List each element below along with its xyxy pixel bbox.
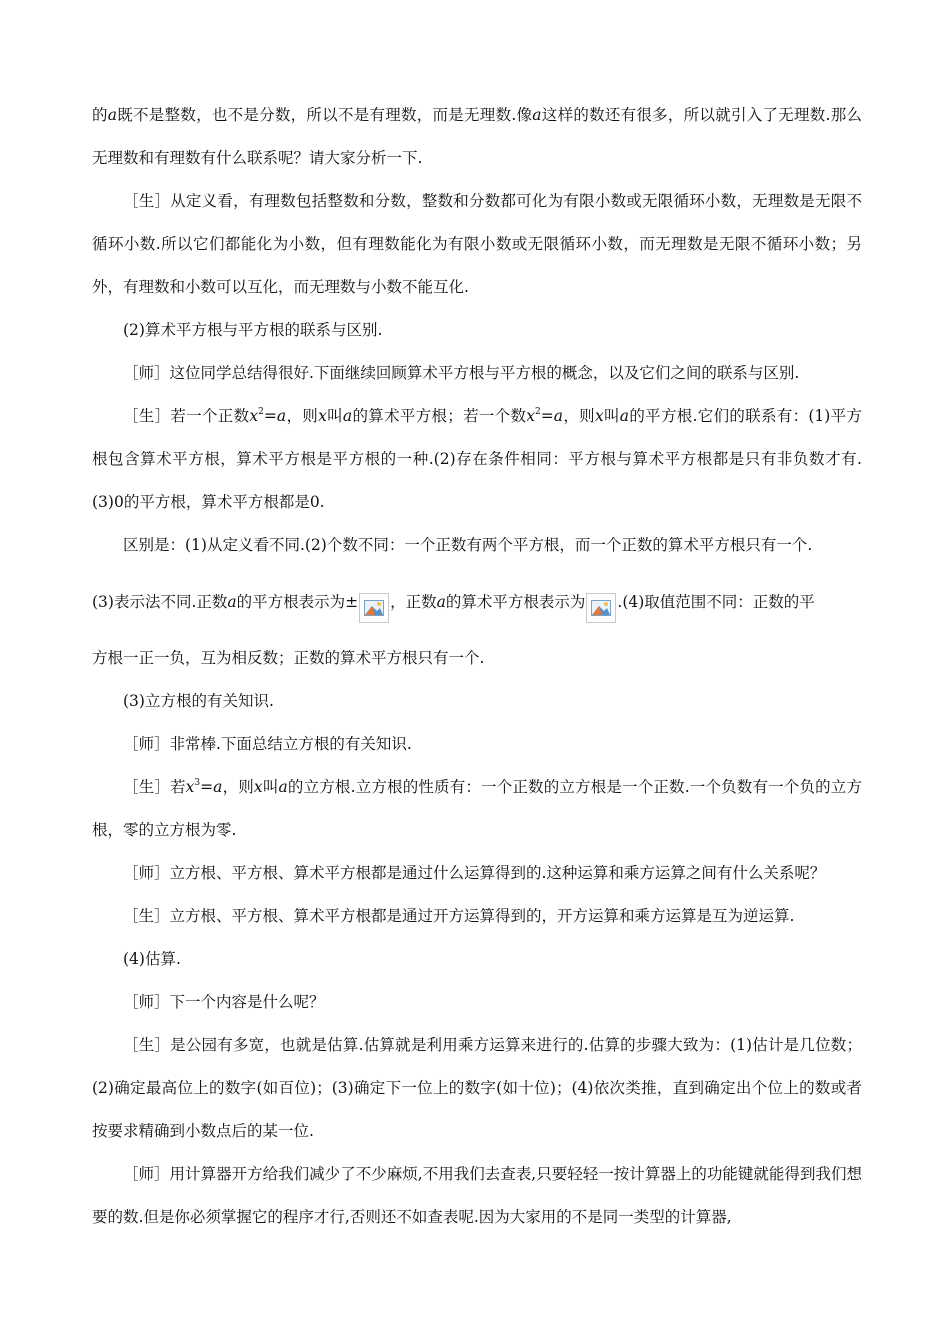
text-run: 叫: [262, 778, 279, 796]
text-run: 这样的数还有很多，所以就引入了无理数.那么无理数和有理数有什么联系呢？请大家分析一下.: [92, 106, 862, 167]
paragraph-9: [92, 766, 862, 852]
variable-a: a: [278, 778, 288, 796]
text-run: ，则: [563, 407, 595, 425]
variable-x: x: [185, 778, 195, 796]
broken-image-icon: [359, 593, 389, 623]
paragraph-2: ［生］从定义看，有理数包括整数和分数，整数和分数都可化为有限小数或无限循环小数，无理数是无限不循环小数.所以它们都能化为小数，但有理数能化为有限小数或无限循环小数，而无理数是无限不循环小数；另外，有理数和小数可以互化，而无理数与小数不能互化.: [92, 192, 862, 296]
text-run: ［生］若: [123, 778, 186, 796]
variable-a: a: [532, 106, 542, 124]
paragraph-6c: 方根一正一负，互为相反数；正数的算术平方根只有一个.: [92, 649, 485, 667]
text-run: 的立方根.立方根的性质有：一个正数的立方根是一个正数.一个负数有一个负的立方根，零的立方根为零.: [92, 778, 862, 839]
paragraph-8: ［师］非常棒.下面总结立方根的有关知识.: [123, 735, 412, 753]
variable-x: x: [249, 407, 259, 425]
text-run: 的算术平方根；若一个数: [352, 407, 527, 425]
paragraph-4: ［师］这位同学总结得很好.下面继续回顾算术平方根与平方根的概念，以及它们之间的联系与区别.: [123, 364, 800, 382]
paragraph-1: [92, 94, 862, 180]
paragraph-6b: [92, 567, 862, 637]
paragraph-5: [92, 395, 862, 524]
variable-a: a: [436, 593, 446, 611]
variable-x: x: [594, 407, 604, 425]
variable-a: a: [107, 106, 118, 124]
text-run: 叫: [603, 407, 620, 425]
text-run: 的平方根.它们的联系有：(1)平方根包含算术平方根，算术平方根是平方根的一种.(2)存在条件相同：平方根与算术平方根都是只有非负数才有.(3)0的平方根，算术平方根都是0.: [92, 407, 862, 511]
text-run: ，正数: [390, 593, 437, 611]
text-run: .(4)取值范围不同：正数的平: [617, 593, 815, 611]
heading-3-cuberoot: (3)立方根的有关知识.: [123, 692, 274, 710]
variable-x: x: [526, 407, 536, 425]
text-run: 既不是整数，也不是分数，所以不是有理数，而是无理数.像: [117, 106, 533, 124]
variable-x: x: [318, 407, 327, 425]
paragraph-6a: 区别是：(1)从定义看不同.(2)个数不同：一个正数有两个平方根，而一个正数的算术平方根只有一个.: [123, 536, 813, 554]
heading-4-estimation: (4)估算.: [123, 950, 181, 968]
variable-a: a: [342, 407, 353, 425]
exponent: 2: [258, 406, 264, 417]
variable-a: a: [213, 778, 223, 796]
text-run: 的平方根表示为±: [236, 593, 359, 611]
text-run: 叫: [326, 407, 343, 425]
paragraph-13: ［师］下一个内容是什么呢？: [123, 993, 325, 1011]
exponent: 3: [194, 777, 201, 788]
text-run: 的算术平方根表示为: [445, 593, 586, 611]
text-run: (3)表示法不同.正数: [92, 593, 228, 611]
paragraph-10: ［师］立方根、平方根、算术平方根都是通过什么运算得到的.这种运算和乘方运算之间有什么关系呢？: [123, 864, 826, 882]
heading-2-sqrt: (2)算术平方根与平方根的联系与区别.: [123, 321, 383, 339]
paragraph-15: ［师］用计算器开方给我们减少了不少麻烦,不用我们去查表,只要轻轻一按计算器上的功能键就能得到我们想要的数.但是你必须掌握它的程序才行,否则还不如查表呢.因为大家用的不是同一类型的计算器,: [92, 1165, 862, 1226]
text-run: ，则: [286, 407, 319, 425]
paragraph-11: ［生］立方根、平方根、算术平方根都是通过开方运算得到的，开方运算和乘方运算是互为逆运算.: [123, 907, 795, 925]
variable-a: a: [619, 407, 630, 425]
text-run: ，则: [222, 778, 254, 796]
variable-a: a: [227, 593, 237, 611]
variable-a: a: [276, 407, 287, 425]
exponent: 2: [535, 406, 541, 417]
text-run: =: [263, 407, 277, 425]
broken-image-icon: [586, 593, 616, 623]
paragraph-14: ［生］是公园有多宽，也就是估算.估算就是利用乘方运算来进行的.估算的步骤大致为：(1)估计是几位数；(2)确定最高位上的数字(如百位)；(3)确定下一位上的数字(如十位)；(4)依次类推，直到确定出个位上的数或者按要求精确到小数点后的某一位.: [92, 1036, 862, 1140]
text-run: 的: [92, 106, 108, 124]
text-run: =: [540, 407, 554, 425]
variable-a: a: [553, 407, 564, 425]
document-page: [92, 94, 862, 1239]
variable-x: x: [253, 778, 263, 796]
text-run: =: [200, 778, 214, 796]
text-run: ［生］若一个正数: [123, 407, 250, 425]
